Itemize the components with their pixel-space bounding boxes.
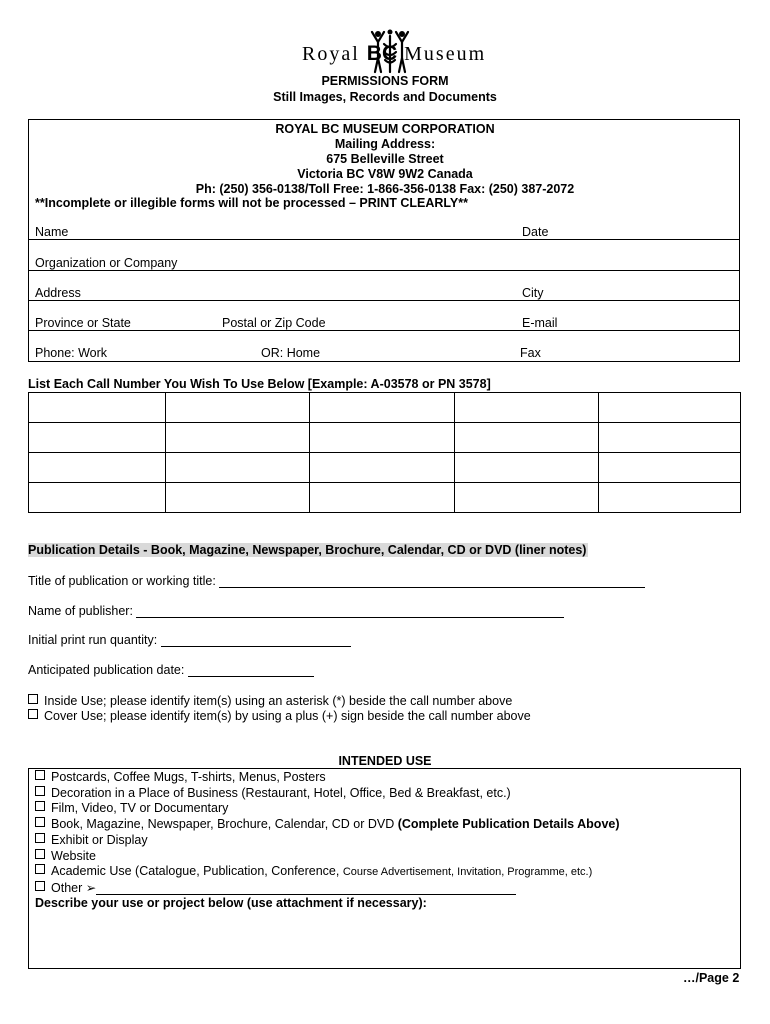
call-number-cell[interactable] [599,483,741,513]
intended-option-label: Film, Video, TV or Documentary [51,801,229,815]
publisher-field[interactable] [136,606,564,618]
logo-text-bc: BC [366,42,398,65]
province-label: Province or State [35,316,131,330]
call-numbers-heading: List Each Call Number You Wish To Use Below [Example: A-03578 or PN 3578] [28,377,491,391]
call-number-cell[interactable] [455,453,599,483]
corp-street: 675 Belleville Street [326,152,444,166]
call-number-cell[interactable] [29,423,166,453]
table-row [29,423,741,453]
call-number-cell[interactable] [455,423,599,453]
call-number-cell[interactable] [29,453,166,483]
call-number-cell[interactable] [310,483,455,513]
fax-label: Fax [520,346,541,360]
other-use-field[interactable] [96,883,516,895]
intended-option [35,849,96,863]
intended-option-label: Website [51,849,96,863]
intended-option [35,786,511,800]
mailing-label: Mailing Address: [334,137,436,151]
row-divider [29,330,739,331]
call-number-cell[interactable] [310,393,455,423]
address-label: Address [35,286,81,300]
row-divider [29,270,739,271]
logo-wordmark [302,42,486,66]
publication-title-row [28,574,645,588]
intended-use-heading: INTENDED USE [338,754,432,768]
call-number-cell[interactable] [166,423,310,453]
call-number-cell[interactable] [599,423,741,453]
intended-option-checkbox[interactable] [35,833,45,843]
row-divider [29,239,739,240]
intended-option-label: Other ➢ [51,881,97,895]
cover-use-row [28,709,531,723]
city-label: City [522,286,544,300]
intended-option-checkbox[interactable] [35,849,45,859]
phone-home-label: OR: Home [261,346,321,360]
logo-text-suffix: Museum [397,43,487,65]
row-divider [29,300,739,301]
applicant-info-box [28,119,740,362]
intended-option-label: Academic Use (Catalogue, Publication, Conference, [51,864,340,878]
intended-option [35,880,516,895]
call-number-cell[interactable] [166,393,310,423]
intended-option [35,833,148,847]
table-row [29,453,741,483]
pub-date-label: Anticipated publication date: [28,663,185,677]
inside-use-checkbox[interactable] [28,694,38,704]
pub-date-field[interactable] [188,665,314,677]
postal-code-label: Postal or Zip Code [222,316,326,330]
corp-name: ROYAL BC MUSEUM CORPORATION [275,122,495,136]
intended-option-checkbox[interactable] [35,770,45,780]
inside-use-row [28,694,512,708]
call-number-cell[interactable] [455,393,599,423]
intended-option-checkbox[interactable] [35,786,45,796]
email-label: E-mail [522,316,558,330]
call-number-cell[interactable] [29,393,166,423]
intended-option-label: Book, Magazine, Newspaper, Brochure, Calendar, CD or DVD [51,817,395,831]
corp-city: Victoria BC V8W 9W2 Canada [297,167,473,181]
intended-option [35,817,620,831]
call-number-cell[interactable] [455,483,599,513]
page-label: …/Page 2 [683,971,740,985]
date-label: Date [522,225,549,239]
intended-option [35,770,326,784]
publication-title-field[interactable] [219,576,645,588]
intended-option-label: Postcards, Coffee Mugs, T-shirts, Menus, Posters [51,770,326,784]
name-label: Name [35,225,69,239]
organization-label: Organization or Company [35,256,178,270]
phone-work-label: Phone: Work [35,346,108,360]
academic-small-text: Course Advertisement, Invitation, Programme, etc.) [342,866,593,878]
intended-option [35,801,228,815]
call-number-cell[interactable] [29,483,166,513]
corp-phones: Ph: (250) 356-0138/Toll Free: 1-866-356-0138 Fax: (250) 387-2072 [195,182,575,196]
form-title: PERMISSIONS FORM [321,74,449,88]
print-run-field[interactable] [161,635,351,647]
publisher-row [28,604,564,618]
cover-use-label: Cover Use; please identify item(s) by using a plus (+) sign beside the call number above [44,709,531,723]
call-number-cell[interactable] [166,483,310,513]
call-number-cell[interactable] [166,453,310,483]
intended-option [35,864,592,878]
intended-option-checkbox[interactable] [35,881,45,891]
publisher-label: Name of publisher: [28,604,133,618]
intended-option-checkbox[interactable] [35,817,45,827]
describe-use-area[interactable] [35,914,731,964]
publication-title-label: Title of publication or working title: [28,574,216,588]
pub-date-row [28,663,314,677]
inside-use-label: Inside Use; please identify item(s) using an asterisk (*) beside the call number above [44,694,513,708]
intended-option-label: Decoration in a Place of Business (Restaurant, Hotel, Office, Bed & Breakfast, etc.) [51,786,511,800]
call-numbers-table [28,392,741,513]
intended-option-label: Exhibit or Display [51,833,148,847]
table-row [29,483,741,513]
call-number-cell[interactable] [599,393,741,423]
publication-details-heading: Publication Details - Book, Magazine, Newspaper, Brochure, Calendar, CD or DVD (liner notes) [28,543,587,557]
describe-use-label: Describe your use or project below (use attachment if necessary): [35,896,427,910]
corp-address-block [29,122,741,197]
cover-use-checkbox[interactable] [28,709,38,719]
intended-option-checkbox[interactable] [35,864,45,874]
table-row [29,393,741,423]
intended-use-box [28,768,741,969]
call-number-cell[interactable] [310,453,455,483]
print-run-label: Initial print run quantity: [28,633,158,647]
print-run-row [28,633,351,647]
print-clearly-warning: **Incomplete or illegible forms will not be processed – PRINT CLEARLY** [35,196,468,210]
logo-text-prefix: Royal [302,43,367,65]
form-subtitle: Still Images, Records and Documents [273,90,497,104]
intended-option-checkbox[interactable] [35,801,45,811]
call-number-cell[interactable] [599,453,741,483]
call-number-cell[interactable] [310,423,455,453]
book-note: (Complete Publication Details Above) [397,817,620,831]
